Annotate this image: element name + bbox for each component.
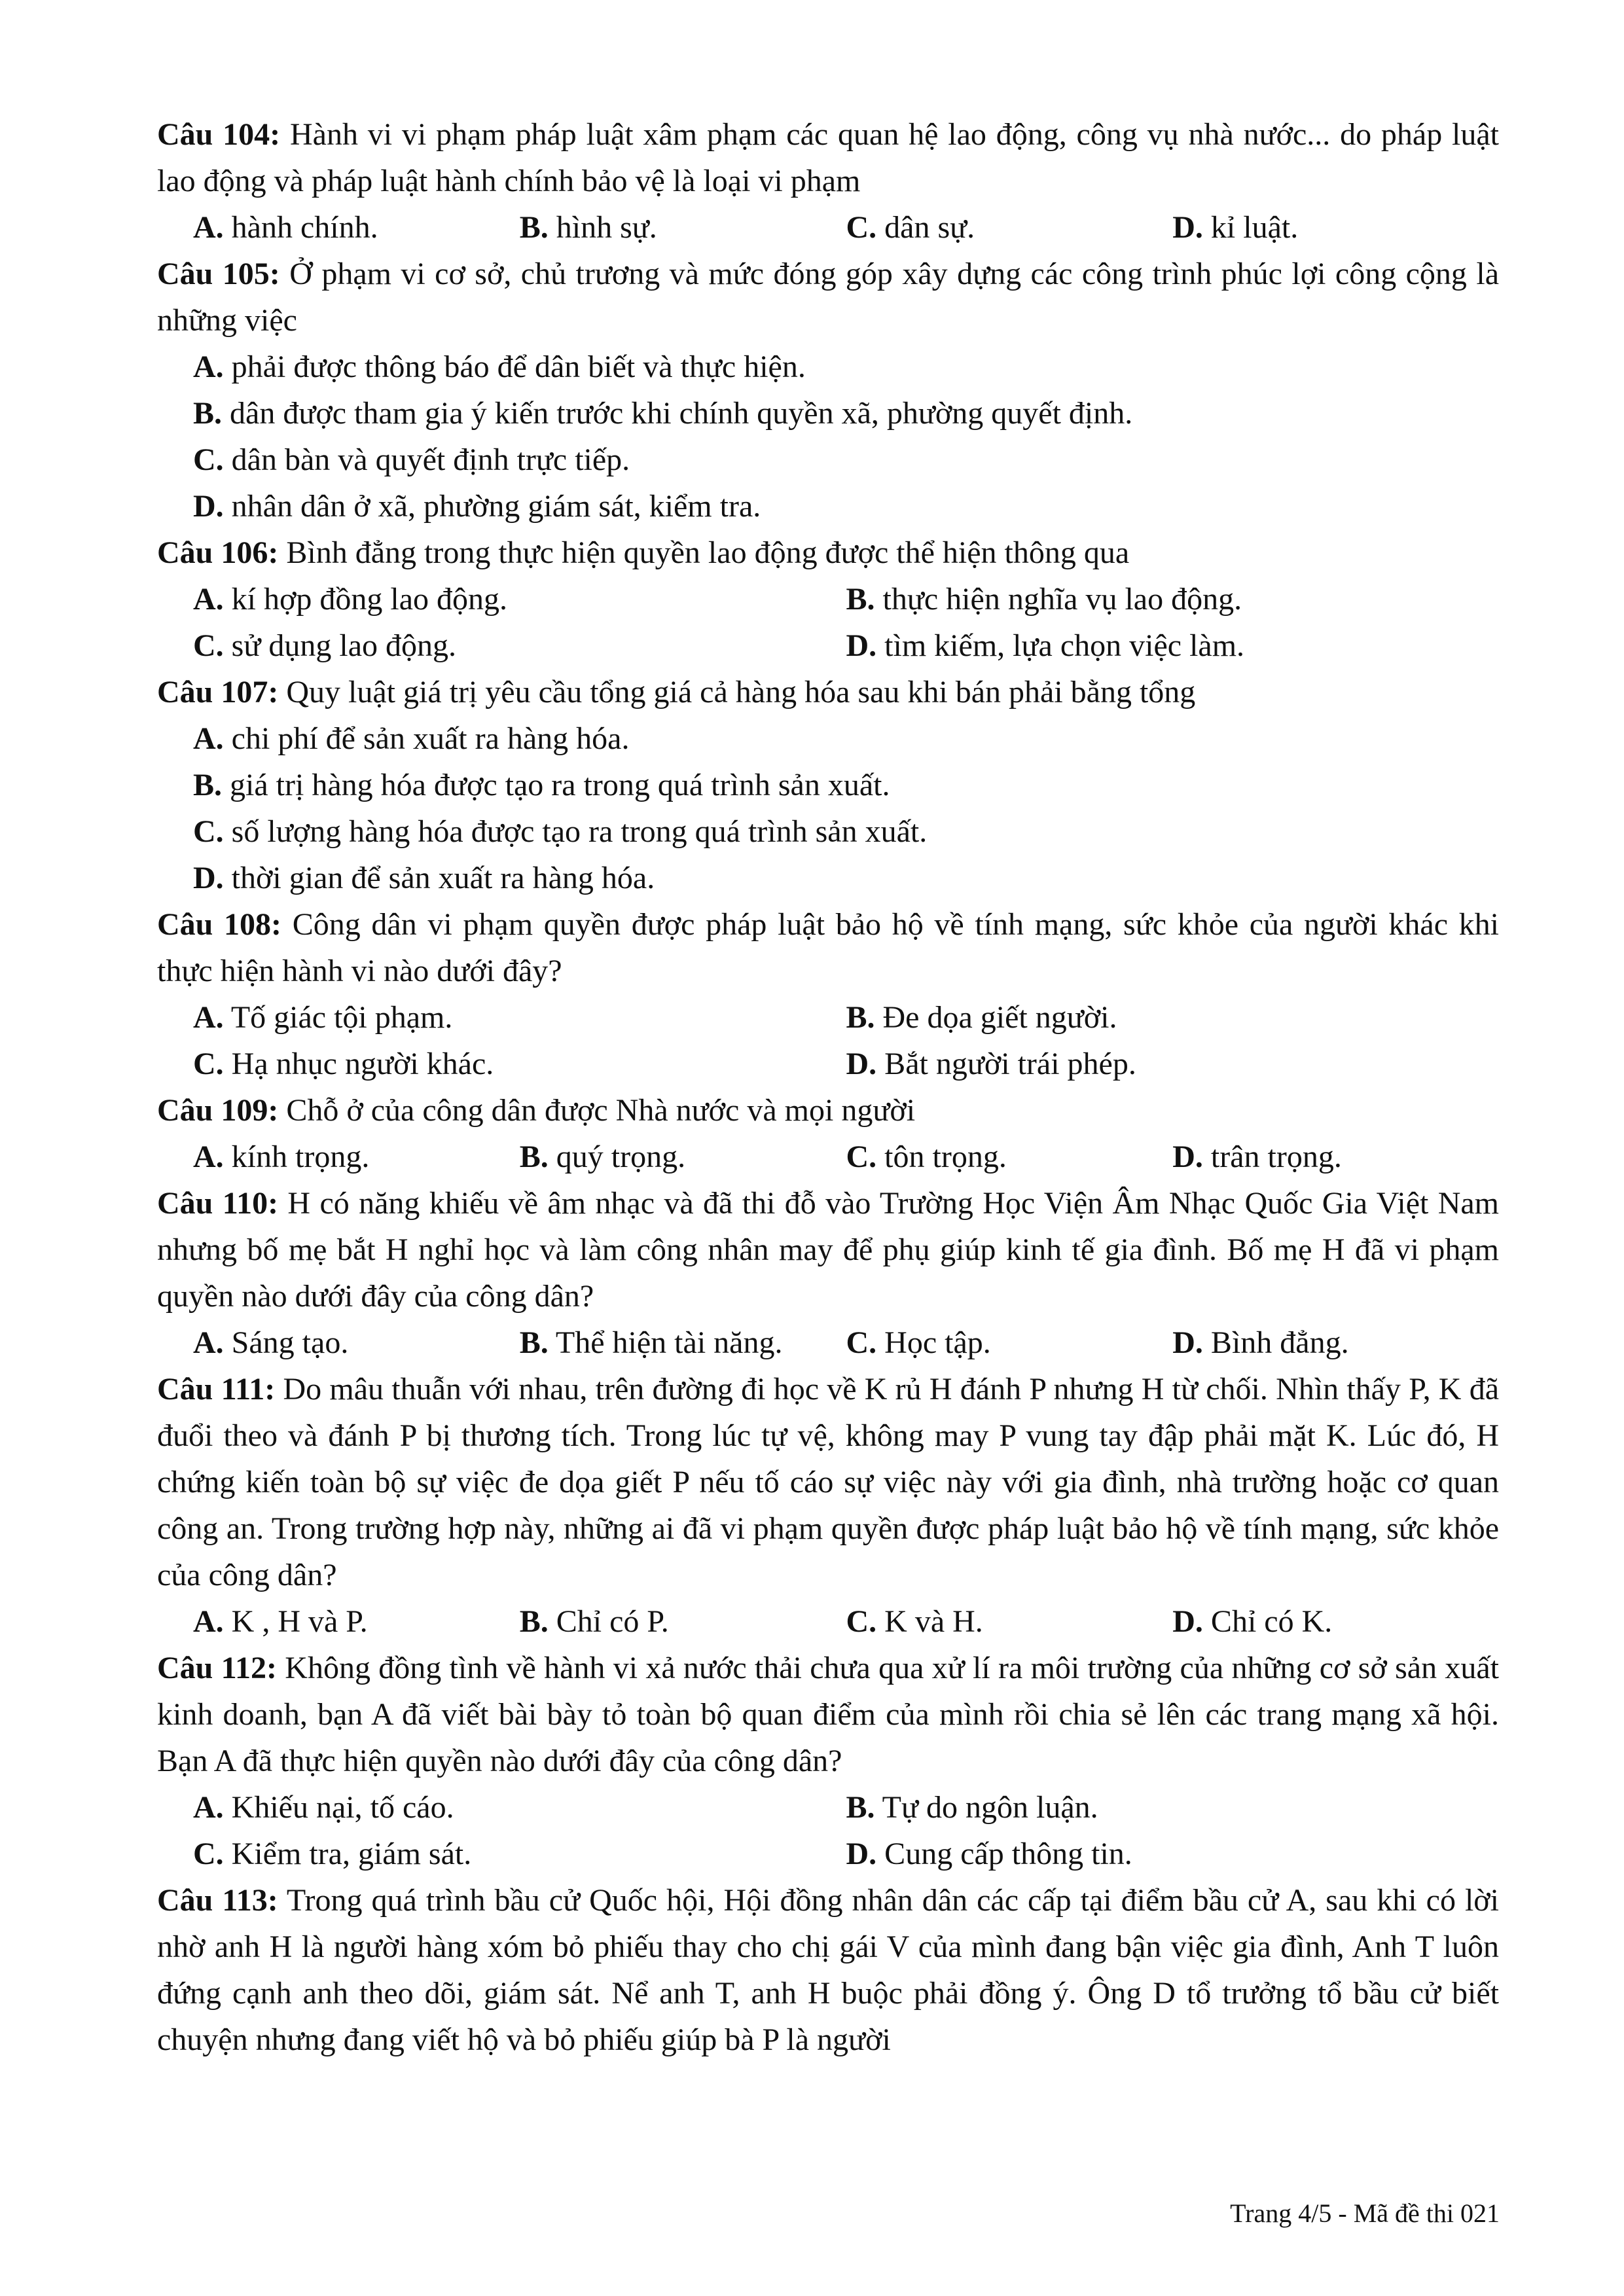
page-footer: Trang 4/5 - Mã đề thi 021 (1230, 2198, 1500, 2228)
question-block (157, 1180, 1499, 1366)
answer-option (846, 994, 1500, 1041)
question-block (157, 1645, 1499, 1877)
answer-option (1172, 204, 1499, 251)
question-text: Bình đẳng trong thực hiện quyền lao động được thể hiện thông qua (286, 535, 1130, 570)
question-number: Câu 107: (157, 675, 279, 709)
option-letter: C. (846, 210, 877, 245)
option-letter: D. (846, 1837, 877, 1871)
option-letter: B. (193, 768, 223, 802)
question-block (157, 1087, 1499, 1180)
option-text: tìm kiếm, lựa chọn việc làm. (884, 628, 1245, 663)
option-letter: B. (846, 1000, 875, 1035)
answer-option (193, 808, 1499, 855)
question-stem (157, 1087, 1499, 1134)
answer-option (1172, 1598, 1499, 1645)
question-stem (157, 1645, 1499, 1784)
answer-option (1172, 1319, 1499, 1366)
option-letter: D. (846, 1047, 877, 1081)
question-block (157, 111, 1499, 251)
question-stem (157, 529, 1499, 576)
question-number: Câu 108: (157, 907, 282, 942)
answer-option (193, 483, 1499, 529)
question-block (157, 251, 1499, 529)
option-text: Kiểm tra, giám sát. (231, 1837, 472, 1871)
option-letter: A. (193, 1000, 224, 1035)
answer-option (520, 1319, 846, 1366)
question-stem (157, 1366, 1499, 1598)
question-text: Không đồng tình về hành vi xả nước thải chưa qua xử lí ra môi trường của những cơ sở sản xuất kinh doanh, bạn A đã viết bài bày tỏ toàn bộ quan điểm của mình rồi chia sẻ lên các trang mạng xã hội. Bạn A đã thực hiện quyền nào dưới đây của công dân? (157, 1651, 1500, 1778)
answer-option (846, 1831, 1500, 1877)
option-text: Cung cấp thông tin. (884, 1837, 1132, 1871)
option-text: phải được thông báo để dân biết và thực hiện. (231, 350, 806, 384)
answer-option (520, 204, 846, 251)
answer-option (846, 622, 1500, 669)
answer-options (157, 1134, 1499, 1180)
option-letter: D. (193, 861, 224, 895)
answer-options (157, 1598, 1499, 1645)
option-text: chi phí để sản xuất ra hàng hóa. (231, 721, 630, 756)
option-text: Bình đẳng. (1210, 1325, 1349, 1360)
option-text: Thể hiện tài năng. (555, 1325, 783, 1360)
answer-option (520, 1134, 846, 1180)
question-block (157, 529, 1499, 669)
option-letter: A. (193, 210, 224, 245)
answer-option (846, 1041, 1500, 1087)
question-stem (157, 111, 1499, 204)
answer-option (193, 576, 846, 622)
option-text: tôn trọng. (884, 1139, 1007, 1174)
option-text: trân trọng. (1210, 1139, 1342, 1174)
question-text: H có năng khiếu về âm nhạc và đã thi đỗ vào Trường Học Viện Âm Nhạc Quốc Gia Việt Nam nhưng bố mẹ bắt H nghỉ học và làm công nhân may để phụ giúp kinh tế gia đình. Bố mẹ H đã vi phạm quyền nào dưới đây của công dân? (157, 1186, 1500, 1314)
option-letter: A. (193, 1139, 224, 1174)
answer-option (193, 622, 846, 669)
option-letter: A. (193, 1790, 224, 1825)
option-letter: C. (846, 1139, 877, 1174)
option-text: hành chính. (231, 210, 378, 245)
answer-option (193, 1831, 846, 1877)
answer-option (846, 1319, 1173, 1366)
answer-option (193, 715, 1499, 762)
answer-options (157, 344, 1499, 529)
option-letter: C. (846, 1325, 877, 1360)
answer-option (193, 994, 846, 1041)
question-stem (157, 1877, 1499, 2063)
question-block (157, 901, 1499, 1087)
option-text: Học tập. (884, 1325, 991, 1360)
option-letter: C. (193, 628, 224, 663)
question-text: Ở phạm vi cơ sở, chủ trương và mức đóng góp xây dựng các công trình phúc lợi công cộng là những việc (157, 257, 1500, 338)
question-block (157, 669, 1499, 901)
question-stem (157, 251, 1499, 344)
question-number: Câu 113: (157, 1883, 278, 1918)
option-text: dân sự. (884, 210, 975, 245)
option-letter: A. (193, 721, 224, 756)
option-text: hình sự. (556, 210, 657, 245)
option-text: Chỉ có P. (556, 1604, 669, 1639)
answer-option (193, 855, 1499, 901)
option-letter: A. (193, 350, 224, 384)
option-letter: B. (519, 1139, 549, 1174)
question-block (157, 1877, 1499, 2063)
answer-options (157, 576, 1499, 669)
option-text: thực hiện nghĩa vụ lao động. (882, 582, 1242, 617)
question-stem (157, 1180, 1499, 1319)
exam-page (157, 111, 1499, 2063)
answer-option (193, 390, 1499, 437)
question-number: Câu 104: (157, 117, 281, 152)
option-letter: B. (519, 1604, 549, 1639)
option-text: kính trọng. (231, 1139, 370, 1174)
option-text: dân bàn và quyết định trực tiếp. (231, 442, 630, 477)
option-text: Bắt người trái phép. (884, 1047, 1136, 1081)
option-text: nhân dân ở xã, phường giám sát, kiểm tra. (231, 489, 761, 524)
option-text: giá trị hàng hóa được tạo ra trong quá trình sản xuất. (230, 768, 890, 802)
option-text: kỉ luật. (1210, 210, 1299, 245)
answer-option (193, 1134, 520, 1180)
answer-options (157, 1319, 1499, 1366)
answer-option (193, 762, 1499, 808)
option-text: Sáng tạo. (231, 1325, 349, 1360)
option-letter: A. (193, 1325, 224, 1360)
question-text: Công dân vi phạm quyền được pháp luật bảo hộ về tính mạng, sức khỏe của người khác khi thực hiện hành vi nào dưới đây? (157, 907, 1500, 988)
question-number: Câu 110: (157, 1186, 279, 1221)
answer-option (1172, 1134, 1499, 1180)
question-text: Do mâu thuẫn với nhau, trên đường đi học về K rủ H đánh P nhưng H từ chối. Nhìn thấy P, K đã đuổi theo và đánh P bị thương tích. Trong lúc tự vệ, không may P vung tay đập phải mặt K. Lúc đó, H chứng kiến toàn bộ sự việc đe dọa giết P nếu tố cáo sự việc này với gia đình, nhà trường hoặc cơ quan công an. Trong trường hợp này, những ai đã vi phạm quyền được pháp luật bảo hộ về tính mạng, sức khỏe của công dân? (157, 1372, 1500, 1592)
option-text: K , H và P. (231, 1604, 368, 1639)
option-letter: B. (519, 1325, 549, 1360)
answer-option (193, 1784, 846, 1831)
question-stem (157, 901, 1499, 994)
option-letter: C. (193, 1837, 224, 1871)
answer-option (846, 1784, 1500, 1831)
option-text: Tố giác tội phạm. (230, 1000, 453, 1035)
option-text: Khiếu nại, tố cáo. (231, 1790, 454, 1825)
option-letter: B. (846, 1790, 875, 1825)
option-text: thời gian để sản xuất ra hàng hóa. (231, 861, 655, 895)
answer-option (193, 1041, 846, 1087)
option-letter: D. (193, 489, 224, 524)
answer-option (193, 204, 520, 251)
answer-options (157, 994, 1499, 1087)
question-block (157, 1366, 1499, 1645)
option-text: Chỉ có K. (1210, 1604, 1333, 1639)
option-letter: C. (193, 1047, 224, 1081)
question-text: Chỗ ở của công dân được Nhà nước và mọi người (286, 1093, 916, 1128)
option-text: dân được tham gia ý kiến trước khi chính quyền xã, phường quyết định. (230, 396, 1133, 431)
answer-option (846, 576, 1500, 622)
answer-options (157, 204, 1499, 251)
option-text: K và H. (884, 1604, 983, 1639)
question-text: Hành vi vi phạm pháp luật xâm phạm các quan hệ lao động, công vụ nhà nước... do pháp luật lao động và pháp luật hành chính bảo vệ là loại vi phạm (157, 117, 1499, 198)
answer-option (846, 1134, 1173, 1180)
question-number: Câu 105: (157, 257, 280, 291)
option-letter: D. (1172, 210, 1203, 245)
answer-option (193, 344, 1499, 390)
question-number: Câu 106: (157, 535, 279, 570)
answer-option (846, 204, 1173, 251)
option-text: số lượng hàng hóa được tạo ra trong quá trình sản xuất. (231, 814, 928, 849)
option-letter: D. (1172, 1325, 1203, 1360)
option-text: Tự do ngôn luận. (882, 1790, 1098, 1825)
answer-option (846, 1598, 1173, 1645)
answer-options (157, 715, 1499, 901)
answer-option (520, 1598, 846, 1645)
answer-options (157, 1784, 1499, 1877)
question-number: Câu 111: (157, 1372, 276, 1407)
option-letter: C. (193, 814, 224, 849)
option-letter: C. (193, 442, 224, 477)
option-letter: A. (193, 1604, 224, 1639)
option-letter: D. (1172, 1604, 1203, 1639)
question-stem (157, 669, 1499, 715)
option-text: sử dụng lao động. (231, 628, 457, 663)
option-text: Hạ nhục người khác. (231, 1047, 494, 1081)
question-number: Câu 109: (157, 1093, 279, 1128)
answer-option (193, 437, 1499, 483)
question-text: Quy luật giá trị yêu cầu tổng giá cả hàng hóa sau khi bán phải bằng tổng (286, 675, 1196, 709)
option-letter: D. (846, 628, 877, 663)
option-text: quý trọng. (556, 1139, 686, 1174)
question-text: Trong quá trình bầu cử Quốc hội, Hội đồng nhân dân các cấp tại điểm bầu cử A, sau khi có lời nhờ anh H là người hàng xóm bỏ phiếu thay cho chị gái V của mình đang bận việc gia đình, Anh T luôn đứng cạnh anh theo dõi, giám sát. Nể anh T, anh H buộc phải đồng ý. Ông D tổ trưởng tổ bầu cử biết chuyện nhưng đang viết hộ và bỏ phiếu giúp bà P là người (157, 1883, 1500, 2057)
option-letter: B. (193, 396, 223, 431)
option-letter: C. (846, 1604, 877, 1639)
question-number: Câu 112: (157, 1651, 277, 1685)
option-letter: B. (519, 210, 549, 245)
answer-option (193, 1598, 520, 1645)
answer-option (193, 1319, 520, 1366)
question-list (157, 111, 1499, 2063)
option-letter: A. (193, 582, 224, 617)
option-letter: B. (846, 582, 875, 617)
option-text: kí hợp đồng lao động. (231, 582, 508, 617)
option-text: Đe dọa giết người. (882, 1000, 1117, 1035)
option-letter: D. (1172, 1139, 1203, 1174)
